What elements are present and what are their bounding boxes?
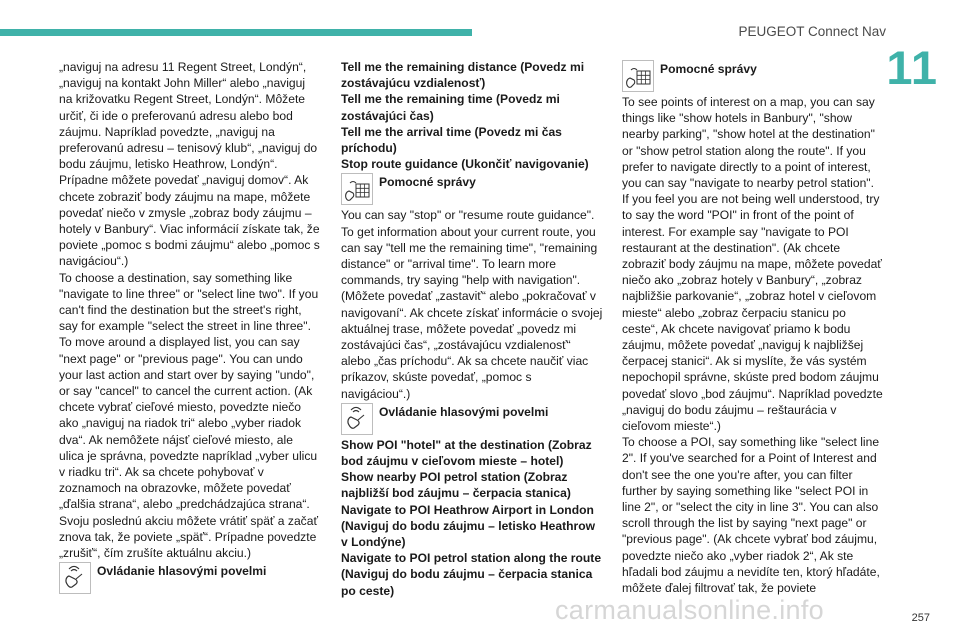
voice-command: Show nearby POI petrol station (Zobraz najbližší bod záujmu – čerpacia stanica) — [341, 470, 571, 501]
column-right — [622, 59, 884, 596]
section-heading-text: Ovládanie hlasovými povelmi — [379, 404, 549, 419]
hand-keypad-icon — [622, 60, 654, 92]
page-number: 257 — [911, 612, 930, 624]
paragraph: To choose a POI, say something like "select line 2". If you've searched for a Point of Interest and don't see the one you're after, you can filter further by saying something like "select POI in line 2", or "select the city in line 3". You can also scroll through the list by saying "next page" or "previous page". (Ak chcete vybrať bod záujmu, povedzte niečo ako „vyber riadok 2“, Ak ste hľadali bod záujmu a nevidíte ten, ktorý hľadáte, môžete ďalej filtrovať tak, že poviete — [622, 435, 880, 596]
watermark-text: carmanualsonline.info — [555, 595, 824, 625]
voice-command: Stop route guidance (Ukončiť navigovanie) — [341, 157, 589, 172]
section-heading-text: Pomocné správy — [379, 175, 476, 190]
section-heading-text: Ovládanie hlasovými povelmi — [97, 564, 267, 579]
column-left — [59, 59, 321, 596]
hand-voice-icon — [59, 562, 91, 594]
voice-command: Tell me the arrival time (Povedz mi čas príchodu) — [341, 124, 562, 156]
voice-command: Tell me the remaining distance (Povedz mi zostávajúcu vzdialenosť) — [341, 60, 585, 91]
voice-command: Navigate to POI Heathrow Airport in London (Naviguj do bodu záujmu – letisko Heathrow v Londýne) — [341, 502, 595, 550]
section-heading — [622, 60, 884, 92]
column-middle — [341, 59, 603, 599]
voice-command: Tell me the remaining time (Povedz mi zostávajúci čas) — [341, 92, 560, 123]
section-heading — [341, 173, 603, 205]
hand-keypad-icon — [341, 173, 373, 205]
paragraph: To choose a destination, say something like "navigate to line three" or "select line two". If you can't find the destination but the street's right, say for example "select the street in line three". To move around a displayed list, you can say "next page" or "previous page". You can undo your last action and start over by saying "undo", or say "cancel" to cancel the current action. (Ak chcete vybrať cieľové miesto, povedzte niečo ako „naviguj na riadok tri“ alebo „vyber riadok dva“. Ak nemôžete nájsť cieľové miesto, ale ulica je správna, povedzte napríklad „vyber ulicu v riadku tri“. Ak sa chcete pohybovať v zoznamoch na obrazovke, môžete povedať „ďalšia strana“, alebo „predchádzajúca strana“. Svoju poslednú akciu môžete vrátiť späť a začať znova tak, že poviete „späť“. Prípadne povedzte „zrušiť“, čím zrušíte aktuálnu akciu.) — [59, 270, 319, 561]
header-accent-bar — [0, 29, 472, 36]
section-heading-text: Pomocné správy — [660, 62, 757, 76]
paragraph: „naviguj na adresu 11 Regent Street, Londýn“, „naviguj na kontakt John Miller“ alebo „naviguj na križovatku Regent Street, Londýn“. Môžete určiť, či ide o preferovanú adresu alebo bod záujmu. Napríklad povedzte, „naviguj na preferovanú adresu – tenisový klub“, „naviguj do bodu záujmu, letisko Heathrow, Londýn“. Prípadne môžete povedať „naviguj domov“. Ak chcete zobraziť body záujmu na mape, môžete povedať niečo v zmysle „zobraz body záujmu – hotely v Banbury“. Viac informácií získate tak, že poviete „pomoc s bodmi záujmu“ alebo „pomoc s navigáciou“.) — [59, 60, 320, 269]
chapter-number: 11 — [886, 41, 938, 94]
page-header-title: PEUGEOT Connect Nav — [738, 24, 886, 39]
voice-command: Navigate to POI petrol station along the route (Naviguj do bodu záujmu – čerpacia stanica po ceste) — [341, 551, 602, 598]
section-heading — [341, 403, 603, 435]
voice-command: Show POI "hotel" at the destination (Zobraz bod záujmu v cieľovom mieste – hotel) — [341, 437, 592, 469]
paragraph: You can say "stop" or "resume route guidance". To get information about your current route, you can say "tell me the remaining time", "remaining distance" or "arrival time". To learn more commands, try saying "help with navigation". (Môžete povedať „zastaviť“ alebo „pokračovať v navigovaní“. Ak chcete získať informácie o svojej aktuálnej trase, môžete povedať „povedz mi zostávajúci čas“, „zostávajúcu vzdialenosť“ alebo „čas príchodu“. Ak sa chcete naučiť viac príkazov, skúste povedať, „pomoc s navigáciou“.) — [341, 208, 603, 401]
paragraph: To see points of interest on a map, you can say things like "show hotels in Banbury", "show nearby parking", "show hotel at the destination" or "show petrol station along the route". If you prefer to navigate directly to a point of interest, you can say "navigate to nearby petrol station". If you feel you are not being well understood, try to say the word "POI" in front of the point of interest. For example say "navigate to POI restaurant at the destination". (Ak chcete zobraziť body záujmu na mape, môžete povedať niečo ako „zobraz hotely v Banbury“, „zobraz najbližšie parkovanie“, „zobraz hotel v cieľovom mieste“ alebo „zobraz čerpaciu stanicu po ceste“, Ak chcete navigovať priamo k bodu záujmu, môžete povedať „naviguj k najbližšej čerpacej stanici“. Ak si myslíte, že vás systém nepochopil správne, skúste pred bodom záujmu povedať slovo „bod záujmu“. Napríklad povedzte „naviguj do bodu záujmu – reštaurácia v cieľovom mieste“.) — [622, 95, 883, 434]
hand-voice-icon — [341, 403, 373, 435]
section-heading — [59, 562, 321, 594]
